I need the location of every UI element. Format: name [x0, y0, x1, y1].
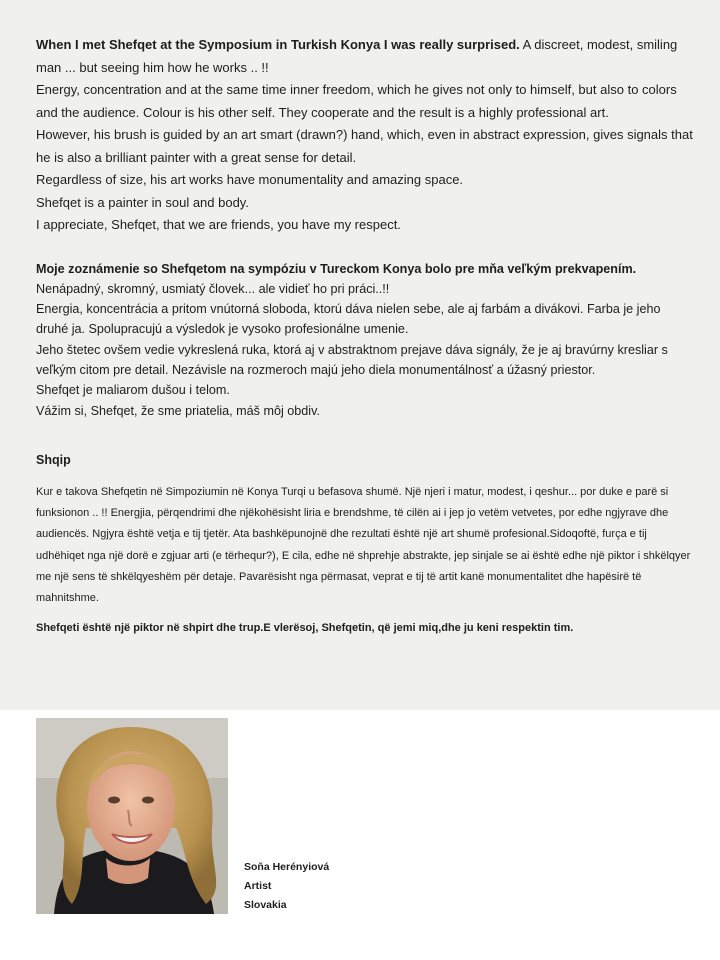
- signature-block: [244, 858, 329, 915]
- english-line: A discreet, modest, smiling man ... but seeing him how he works .. !!: [36, 37, 678, 75]
- english-paragraph: [36, 34, 696, 237]
- portrait-image: [36, 718, 228, 914]
- signature-country: Slovakia: [244, 899, 287, 911]
- slovak-line: Shefqet je maliarom dušou i telom.: [36, 383, 230, 398]
- albanian-heading: Shqip: [36, 452, 71, 467]
- slovak-lead: Moje zoznámenie so Shefqetom na sympóziu v Tureckom Konya bolo pre mňa veľkým prekvapením.: [36, 261, 637, 276]
- english-line: However, his brush is guided by an art smart (drawn?) hand, which, even in abstract expression, gives signals that he is also a brilliant painter with a great sense for detail.: [36, 127, 693, 165]
- slovak-paragraph: [36, 259, 696, 421]
- albanian-closing: Shefqeti është një piktor në shpirt dhe trup.E vlerësoj, Shefqetin, që jemi miq,dhe ju keni respektin tim.: [36, 621, 574, 634]
- albanian-paragraph: Kur e takova Shefqetin në Simpoziumin në Konya Turqi u befasova shumë. Një njeri i matur, modest, i qeshur... por duke e parë si funksionon .. !! Energjia, përqendrimi dhe njëkohësisht liria e brendshme, të cilën ai i jep jo vetëm vetvetes, por edhe ngjyrave dhe audiencës. Ngjyra është vetja e tij tjetër. Ata bashkëpunojnë dhe rezultati është një art shumë profesional.Sidoqoftë, furça e tij udhëhiqet nga një dorë e zgjuar arti (e tërhequr?), E cila, edhe në shprehje abstrakte, jep sinjale se ai është edhe një piktor i shkëlqyer me një sens të shkëlqyeshëm për detaje. Pavarësisht nga përmasat, veprat e tij të artit kanë monumentalitet dhe hapësirë të mahnitshme.: [36, 485, 691, 605]
- slovak-rest: Nenápadný, skromný, usmiatý človek... ale vidieť ho pri práci..!!: [36, 281, 390, 296]
- english-line: Regardless of size, his art works have monumentality and amazing space.: [36, 172, 464, 187]
- english-lead: When I met Shefqet at the Symposium in Turkish Konya I was really surprised.: [36, 37, 520, 52]
- english-line: Energy, concentration and at the same time inner freedom, which he gives not only to himself, but also to colors and the audience. Colour is his other self. They cooperate and the result is a highly professional art.: [36, 82, 677, 120]
- slovak-line: Energia, koncentrácia a pritom vnútorná sloboda, ktorú dáva nielen sebe, ale aj farbám a divákovi. Farba je jeho druhé ja. Spolupracujú a výsledok je vysoko profesionálne umenie.: [36, 302, 661, 337]
- author-photo: [36, 718, 228, 914]
- document-body: [36, 34, 696, 639]
- slovak-line: Vážim si, Shefqet, že sme priatelia, máš môj obdiv.: [36, 403, 320, 418]
- signature-role: Artist: [244, 880, 272, 892]
- slovak-line: Jeho štetec ovšem vedie vykreslená ruka, ktorá aj v abstraktnom prejave dáva signály, že je aj bravúrny kresliar s veľkým citom pre detail. Nezávisle na rozmeroch majú jeho diela monumentálnosť a úžasný priestor.: [36, 342, 668, 377]
- english-line: Shefqet is a painter in soul and body.: [36, 194, 249, 210]
- english-line: I appreciate, Shefqet, that we are friends, you have my respect.: [36, 217, 401, 232]
- signature-name: Soňa Herényiová: [244, 861, 330, 873]
